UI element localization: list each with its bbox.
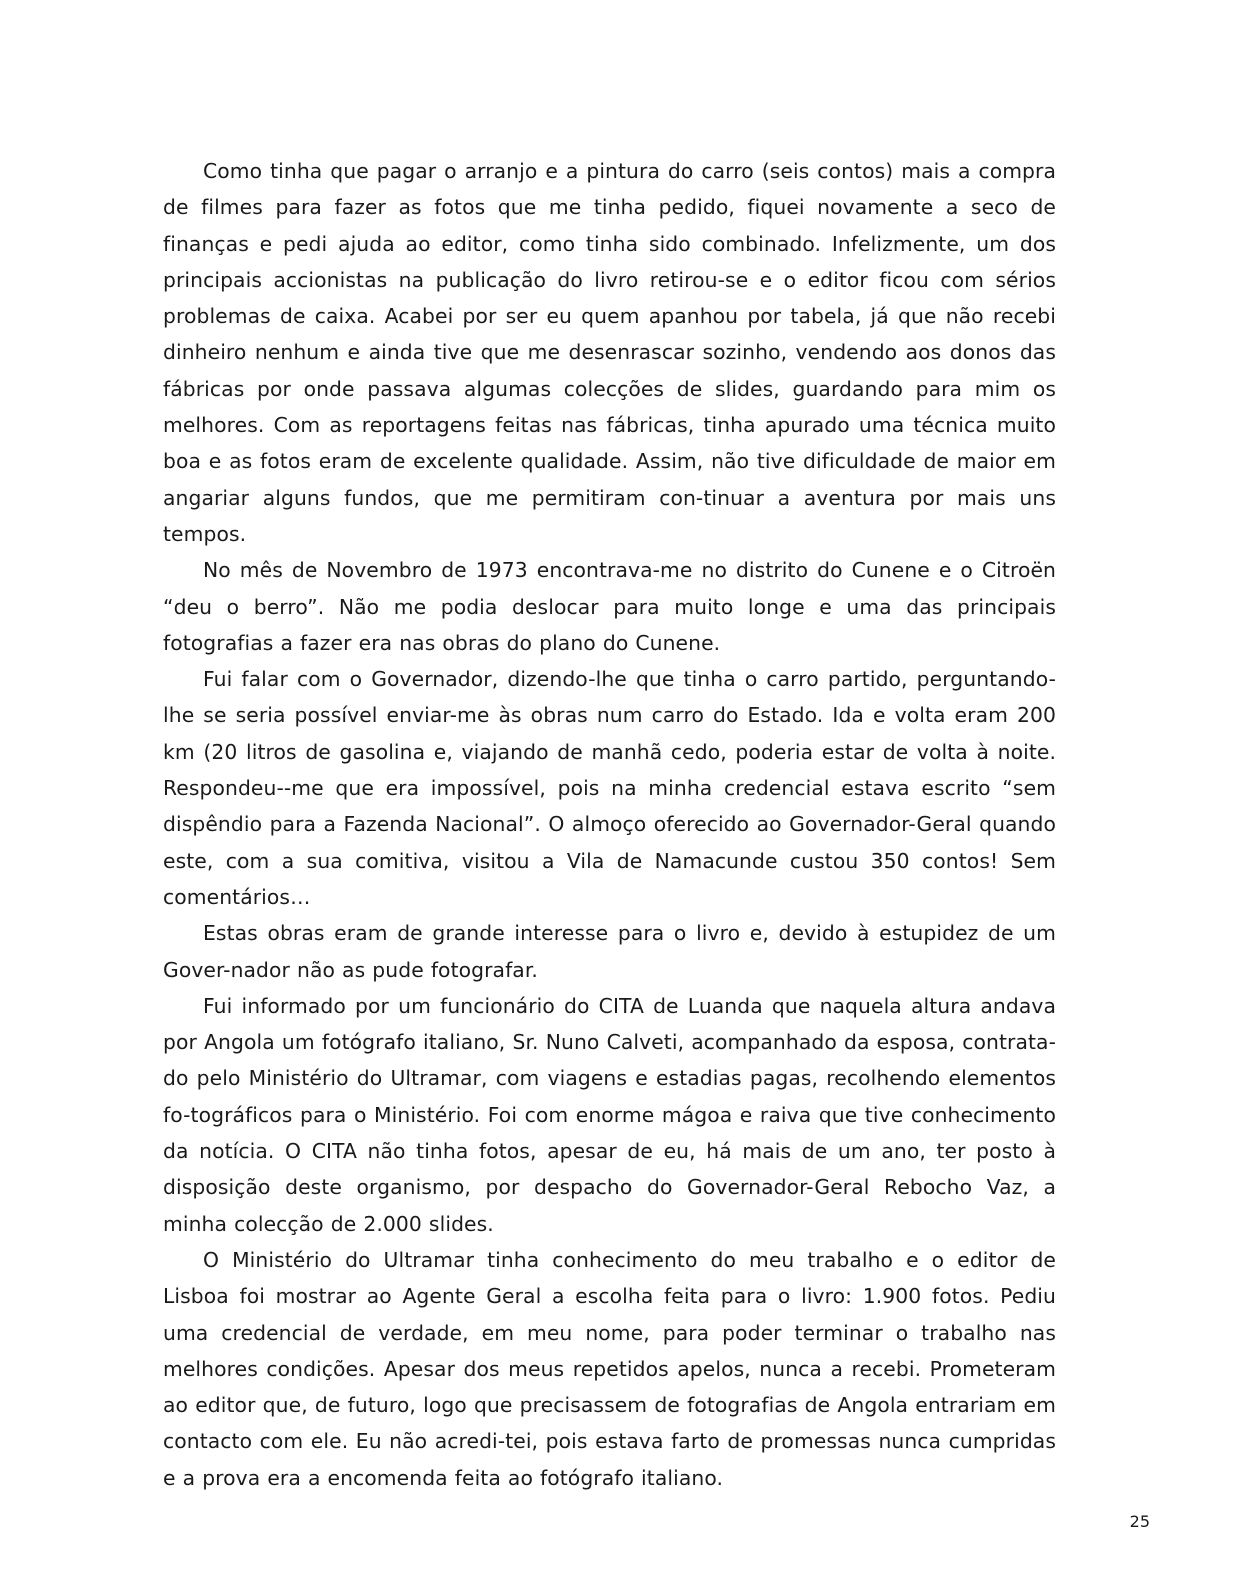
paragraph-4: Estas obras eram de grande interesse para o livro e, devido à estupidez de um Gover-nador não as pude fotografar. (163, 921, 1056, 982)
paragraph-5: Fui informado por um funcionário do CITA de Luanda que naquela altura andava por Angola um fotógrafo italiano, Sr. Nuno Calveti, acompanhado da esposa, contrata-do pelo Ministério do Ultramar, com viagens e estadias pagas, recolhendo elementos fo-tográficos para o Ministério. Foi com enorme mágoa e raiva que tive conhecimento da notícia. O CITA não tinha fotos, apesar de eu, há mais de um ano, ter posto à disposição deste organismo, por despacho do Governador-Geral Rebocho Vaz, a minha colecção de 2.000 slides. (163, 993, 1056, 1236)
paragraph-3: Fui falar com o Governador, dizendo-lhe que tinha o carro partido, perguntando-lhe se seria possível enviar-me às obras num carro do Estado. Ida e volta eram 200 km (20 litros de gasolina e, viajando de manhã cedo, poderia estar de volta à noite. Respondeu--me que era impossível, pois na minha credencial estava escrito “sem dispêndio para a Fazenda Nacional”. O almoço oferecido ao Governador-Geral quando este, com a sua comitiva, visitou a Vila de Namacunde custou 350 contos! Sem comentários… (163, 667, 1056, 909)
paragraph-1: Como tinha que pagar o arranjo e a pintura do carro (seis contos) mais a compra de filmes para fazer as fotos que me tinha pedido, fiquei novamente a seco de finanças e pedi ajuda ao editor, como tinha sido combinado. Infelizmente, um dos principais accionistas na publicação do livro retirou-se e o editor ficou com sérios problemas de caixa. Acabei por ser eu quem apanhou por tabela, já que não recebi dinheiro nenhum e ainda tive que me desenrascar sozinho, vendendo aos donos das fábricas por onde passava algumas colecções de slides, guardando para mim os melhores. Com as reportagens feitas nas fábricas, tinha apurado uma técnica muito boa e as fotos eram de excelente qualidade. Assim, não tive dificuldade de maior em angariar alguns fundos, que me permitiram con-tinuar a aventura por mais uns tempos. (163, 159, 1056, 546)
paragraph-2: No mês de Novembro de 1973 encontrava-me no distrito do Cunene e o Citroën “deu o berro”. Não me podia deslocar para muito longe e uma das principais fotografias a fazer era nas obras do plano do Cunene. (163, 558, 1056, 655)
body-text (163, 153, 1056, 1496)
page-number: 25 (1129, 1512, 1150, 1531)
paragraph-6: O Ministério do Ultramar tinha conhecimento do meu trabalho e o editor de Lisboa foi mostrar ao Agente Geral a escolha feita para o livro: 1.900 fotos. Pediu uma credencial de verdade, em meu nome, para poder terminar o trabalho nas melhores condições. Apesar dos meus repetidos apelos, nunca a recebi. Prometeram ao editor que, de futuro, logo que precisassem de fotografias de Angola entrariam em contacto com ele. Eu não acredi-tei, pois estava farto de promessas nunca cumpridas e a prova era a encomenda feita ao fotógrafo italiano. (163, 1247, 1056, 1490)
